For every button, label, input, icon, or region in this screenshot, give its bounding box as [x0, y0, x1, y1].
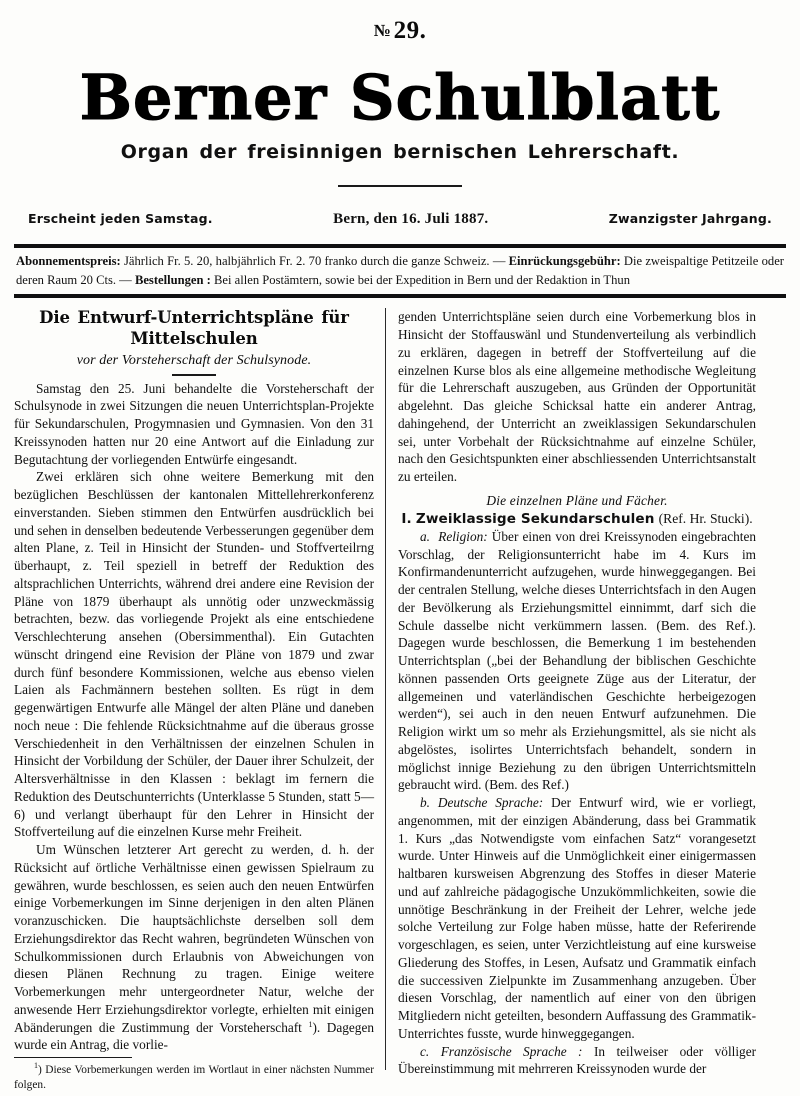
item-letter: a. [420, 528, 430, 544]
footnote-marker: 1 [308, 1019, 313, 1029]
footnote-divider [14, 1057, 132, 1058]
subscription-info-box [14, 244, 786, 298]
item-letter: c. [420, 1043, 430, 1059]
paragraph [398, 794, 756, 1043]
paragraph: genden Unterrichtspläne seien durch eine Vorbemerkung blos in Hinsicht der Stoffauswänl und Stundenverteilung als verbindlich zu erklären, dagegen in betreff der Stoffverteilung auf die einzelnen Kurse blos als eine allgemeine methodische Wegleitung für die Lehrerschaft auszugeben, aus Gründen der Opportunität abgelehnt. Das gleiche Schicksal hatte ein anderer Antrag, dahingehend, der Unterricht an zweiklassigen Sekundarschulen sei, unter Vorbehalt der Rücksichtnahme auf einzelne Schüler, nach den Gesichtspunkten einer abschliessenden Unterrichtsanstalt zu erteilen. [398, 309, 756, 484]
subscription-orders-text: Bei allen Postämtern, sowie bei der Expedition in Bern und der Redaktion in Thun [210, 272, 630, 287]
item-text: Der Entwurf wird, wie er vorliegt, angenommen, mit der einzigen Abänderung, dass bei Grammatik 1. Kurs „das Notwendigste vom einfachen Satz“ vorangesetzt wurde. Unter Hinweis auf die Unmöglichkeit einer einigermassen haltbaren kursweisen Abgrenzung des Stoffes in dieser Materie und auf zahlreiche pädagogische Unzukömmlichkeiten, sowie die unnötige Beschränkung in der Freiheit der Lehrer, welche jede solche Verteilung zur Folge haben müsse, hatte der Referirende vorgeschlagen, es seien, unter Verzichtleistung auf eine kursweise Gliederung des Stoffes, in Lesen, Aufsatz und Grammatik einfach die successiven Zielpunkte im Zusammenhang anzugeben. Über diesen Vorschlag, der namentlich auf einer von den übrigen Mitgliedern nicht geteilten, besondern Auffassung des Grammatik-Unterrichtes fusste, wurde hinweggegangen. [398, 795, 756, 1041]
section-number: I. [401, 510, 412, 527]
issue-number [0, 18, 800, 43]
paper-subtitle: Organ der freisinnigen bernischen Lehrerschaft. [120, 141, 680, 163]
paragraph-tail: ). Dagegen wurde ein Antrag, die vorlie- [14, 1019, 374, 1053]
footnote-text: ) Diese Vorbemerkungen werden im Wortlaut in einer nächsten Nummer folgen. [14, 1064, 374, 1092]
masthead [0, 0, 800, 187]
subscription-orders-label: Bestellungen : [134, 272, 211, 287]
column-left [14, 308, 385, 1092]
section-reference: (Ref. Hr. Stucki). [658, 510, 753, 526]
subscription-fee-label: Einrückungsgebühr: [508, 254, 621, 268]
column-right [385, 308, 757, 1077]
section-heading-label: Zweiklassige Sekundarschulen [415, 510, 655, 527]
item-text: In teilweiser oder völliger Übereinstimmung mit mehrreren Kreissynoden wurde der [398, 1043, 757, 1077]
footnote-ref-marker: 1 [34, 1061, 38, 1070]
article-subtitle: vor der Vorsteherschaft der Schulsynode. [76, 352, 312, 368]
section-heading [398, 511, 756, 527]
subscription-text [16, 252, 784, 289]
publication-info-line [28, 211, 772, 228]
section-title: Die einzelnen Pläne und Fächer. [486, 492, 668, 508]
paper-title: Berner Schulblatt [79, 61, 721, 134]
paragraph [14, 841, 374, 1054]
subscription-fee-text: Die zweispaltige Petitzeile oder deren Raum 20 Cts. — [16, 254, 784, 287]
subscription-price-text: Jährlich Fr. 5. 20, halbjährlich Fr. 2. 70 franko durch die ganze Schweiz. — [120, 254, 509, 268]
paragraph [398, 528, 756, 794]
item-subject: Religion: [438, 528, 488, 544]
numero-sign-icon: № [373, 21, 391, 40]
article-body [14, 308, 786, 1092]
item-letter: b. [420, 795, 430, 810]
paragraph-text: Um Wünschen letzterer Art gerecht zu werden, d. h. der Rücksicht auf örtliche Verhältnisse einen gewissen Spielraum zu gewähren, wurde beschlossen, es seien auch den neuen Entwürfen einige Vorbemerkungen im Sinne derjenigen in den alten Plänen voranzuschicken. Die hauptsächlichste derselben soll dem Erziehungsdirektor das Recht wahren, begründeten Wünschen von Schulkommissionen durch Erlaubnis von Abweichungen von diesen Plänen Rechnung zu tragen. Einige weitere Vorbemerkungen mehr untergeordneter Natur, welche der anwesende Herr Erziehungsdirektor vorlegte, erhielten mit einigen Abänderungen die Zustimmung der Vorsteherschaft [14, 842, 374, 1035]
article-title-divider [172, 374, 216, 376]
paragraph: Zwei erklären sich ohne weitere Bemerkung mit den bezüglichen Beschlüssen der kantonalen Mittellehrerkonferenz einverstanden. Sieben stimmen den Entwürfen ausdrücklich bei und sehen in denselben bedeutende Verbesserungen gegenüber dem alten Plane, z. Teil in Hinsicht der Stunden- und Stoffverteilrng überhaupt, z. Teil speziell in betreff der Reduktion des altsprachlichen Unterrichts, während drei andere eine Revision der Pläne von 1879 überhaupt als unnötig oder unzweckmässig betrachten, bezw. das vorliegende Projekt als eine entschiedene Verschlechterung ansehen (Obersimmenthal). Ein Gutachten wünscht dringend eine Revision der Pläne von 1879 und zwar durch fünf besondere Kommissionen, welche aus ebenso vielen Laien als Fachmännern bestehen sollten. Es rügt in dem gegenwärtigen Entwurfe alle Mängel der alten Pläne und daneben noch neue : Die fehlende Rücksichtnahme auf die überaus grosse Verschiedenheit in den Verhältnissen der einzelnen Schulen in Hinsicht der Vorbildung der Schüler, der Dauer ihrer Schulzeit, der Altersverhältnisse in den Klassen : beklagt im fernern die Reduktion des Deutschunterrichts (Unterklasse 5 Stunden, statt 5—6) und verlangt überhaupt für den Lehrer in Hinsicht der Stoffverteilung auf die einzelnen Kurse mehr Freiheit. [14, 469, 374, 840]
article-title: Die Entwurf-Unterrichtspläne für Mittelschulen [39, 308, 349, 348]
publication-frequency: Erscheint jeden Samstag. [28, 211, 213, 226]
publication-date: Bern, den 16. Juli 1887. [333, 211, 489, 227]
subscription-price-label: Abonnementspreis: [16, 254, 121, 268]
item-subject: Deutsche Sprache: [437, 795, 544, 810]
footnote-block [14, 1057, 374, 1094]
issue-number-value: 29. [393, 17, 427, 44]
item-subject: Französische Sprache : [440, 1043, 583, 1059]
paragraph: Samstag den 25. Juni behandelte die Vorsteherschaft der Schulsynode in zwei Sitzungen die neuen Unterrichtsplan-Projekte für Sekundarschulen, Progymnasien und Gymnasien. Von den 31 Kreissynoden hatten nur 20 eine Antwort auf die Einladung zur Begutachtung der vorliegenden Entwürfe eingesandt. [14, 380, 374, 467]
footnote [14, 1061, 374, 1094]
publication-volume: Zwanzigster Jahrgang. [608, 211, 772, 226]
paragraph [398, 1043, 756, 1079]
masthead-divider [338, 185, 462, 187]
item-text: Über einen von drei Kreissynoden eingebrachten Vorschlag, der Religionsunterricht habe im 4. Kurs im Konfirmandenunterricht aufzugehen, wurde hinweggegangen. Bei der centralen Stellung, welche dieses Unterrichtsfach in den Augen der Bevölkerung als Erziehungsmittel einnimmt, darf sich die Schule dasselbe nicht verkümmern lassen. (Bem. des Ref.). Dagegen wurde beschlossen, die Bemerkung 1 im bestehenden Unterrichtsplan („bei der Behandlung der biblischen Geschichte können passenden Orts geeignete Züge aus der Literatur, der allgemeinen und vaterländischen Geschichte herbeigezogen werden“), sei auch in den neuen Entwurf aufzunehmen. Die Religion wirkt um so mehr als Erziehungsmittel, als sie nicht als abgelöstes, isolirtes Unterrichtsfach behandelt, sondern in möglichst innige Beziehung zu den übrigen Unterrichtsmitteln gebraucht wird. (Bem. des Ref.) [398, 528, 756, 793]
